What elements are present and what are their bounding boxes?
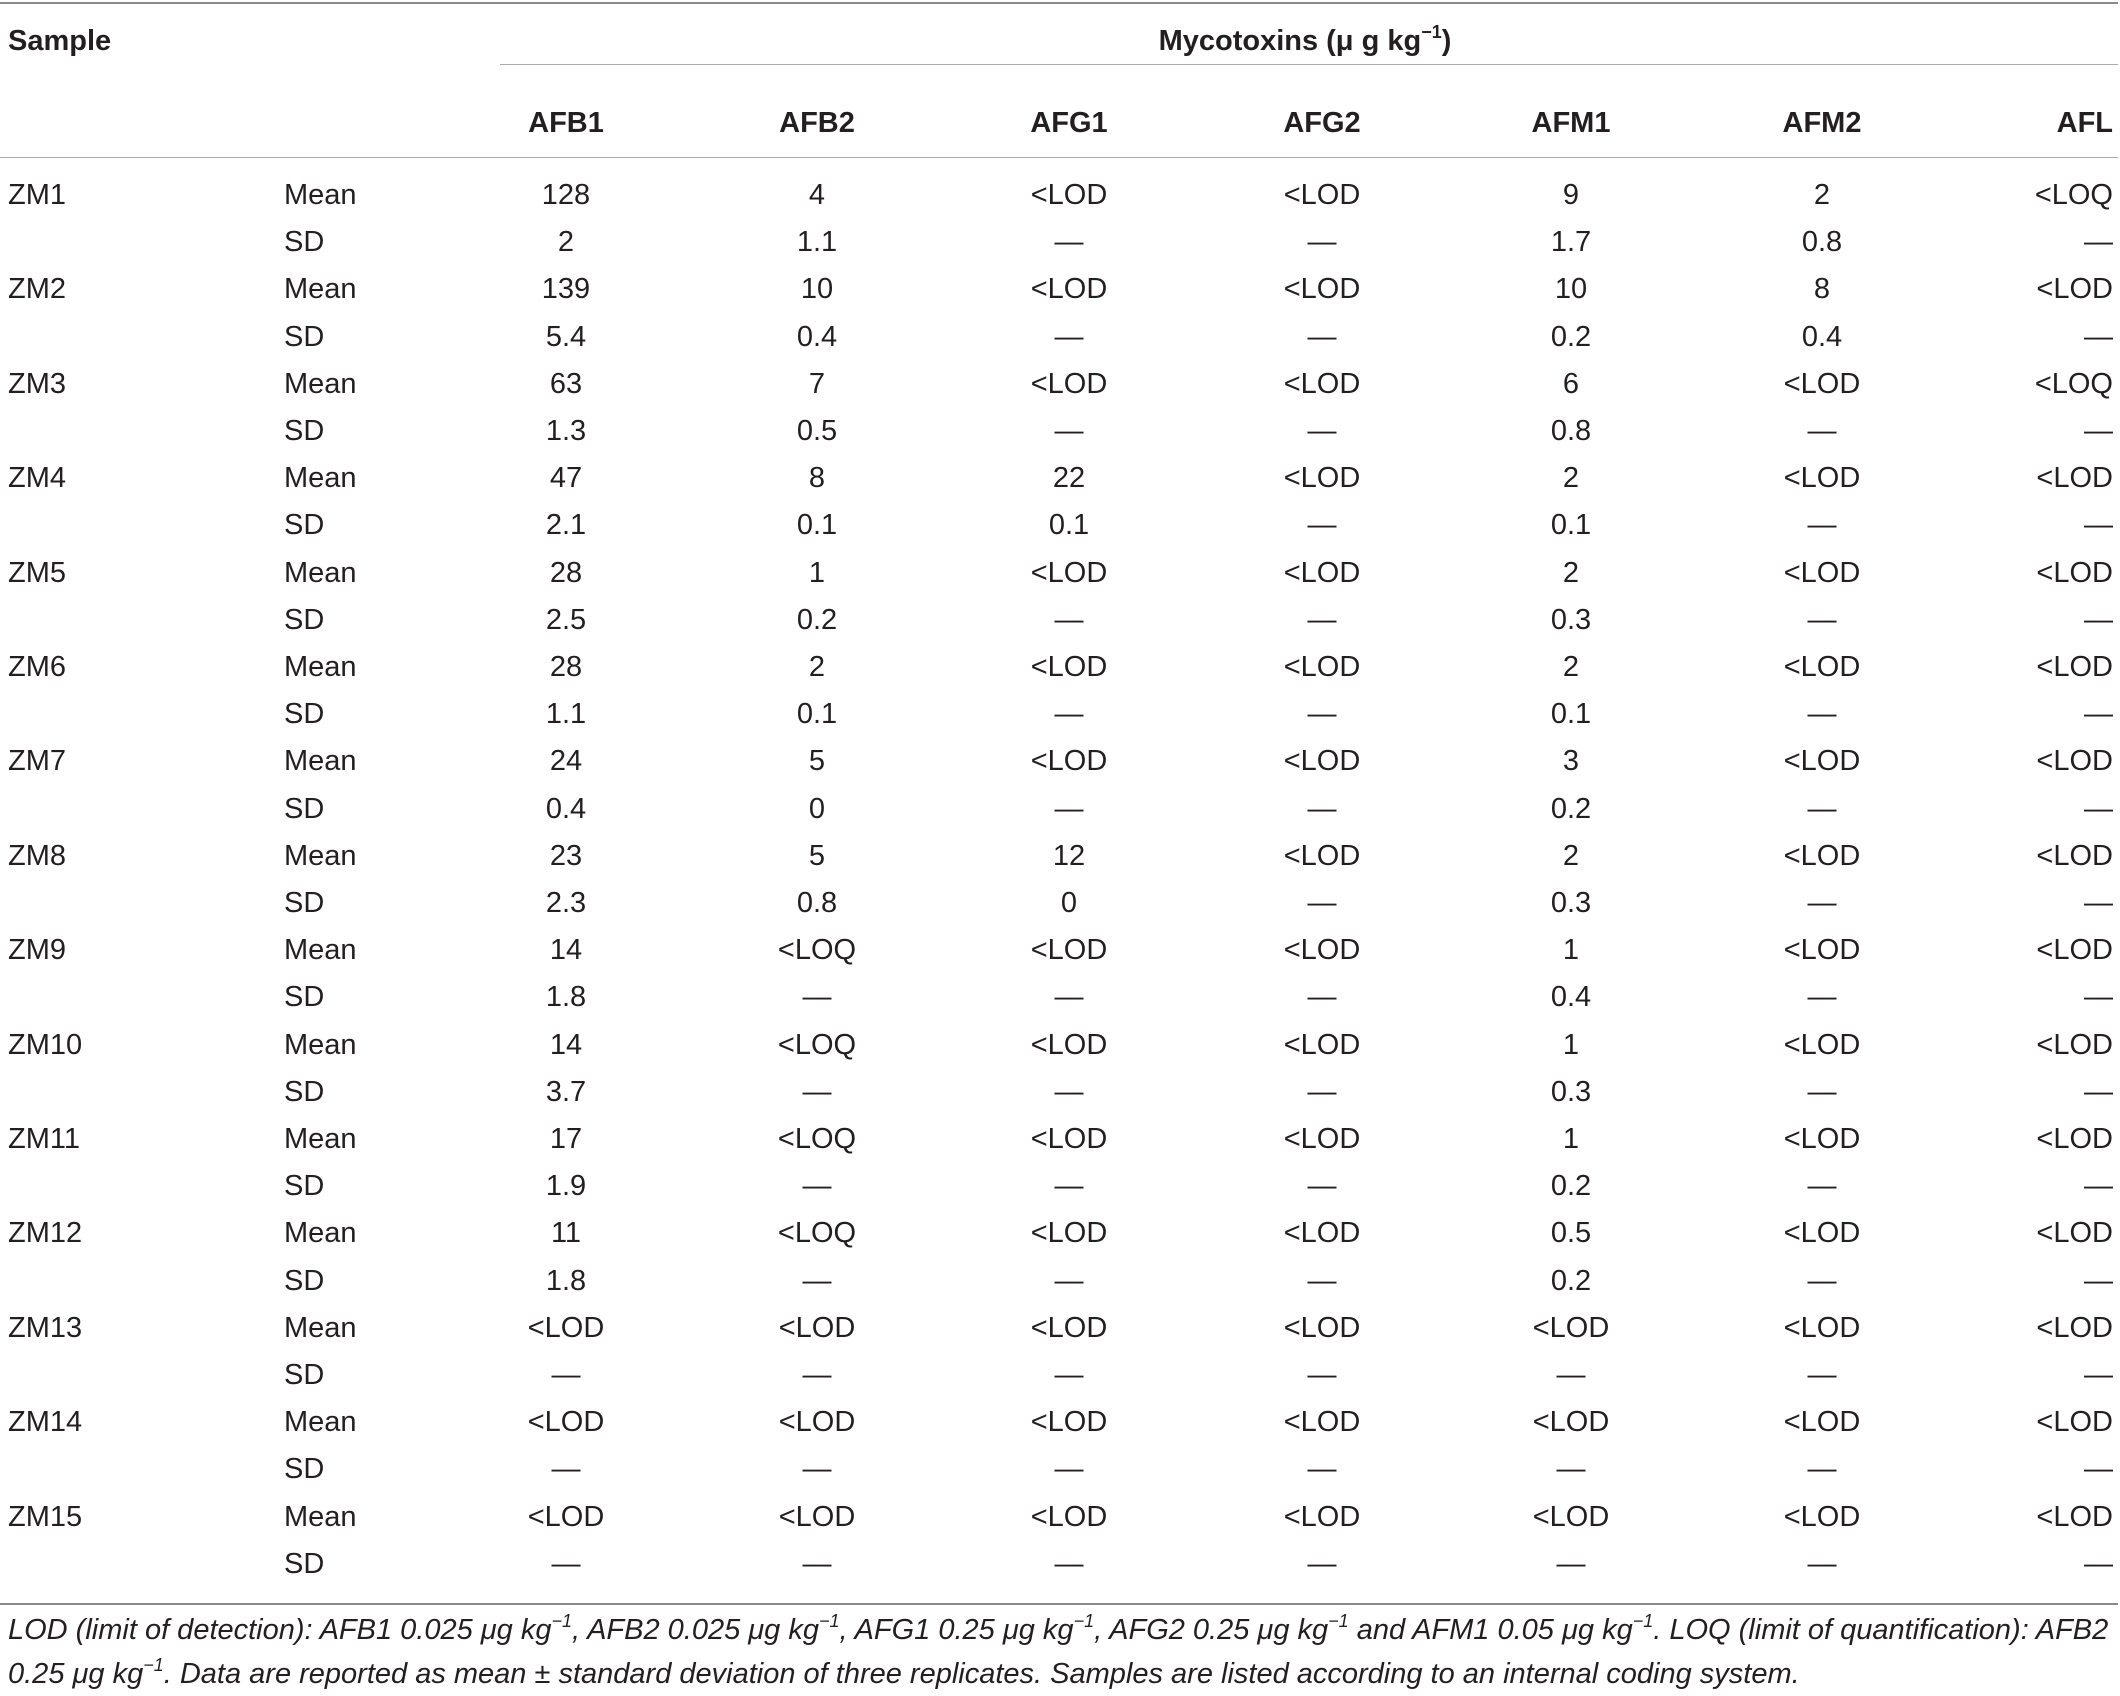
sd-value-cell: 3.7 <box>545 1075 587 1108</box>
mean-value-cell: 3 <box>1562 745 1580 778</box>
mean-value-cell: 5 <box>808 839 826 872</box>
sd-label-cell: SD <box>284 1264 325 1297</box>
mean-label-cell: Mean <box>284 556 357 589</box>
mean-value-cell: 1 <box>1562 1123 1580 1155</box>
mean-value-cell: <LOD <box>1283 1123 1361 1155</box>
footnote-exponent: −1 <box>1328 1611 1349 1631</box>
footnote-exponent: −1 <box>143 1655 164 1675</box>
mean-value-cell: <LOD <box>1030 1406 1108 1439</box>
mean-value-cell: 2 <box>1562 839 1580 872</box>
sd-value-cell: — <box>551 1359 581 1391</box>
sd-value-cell: 0.2 <box>1550 1170 1592 1203</box>
mean-value-cell: <LOD <box>2036 1500 2113 1533</box>
footnote-exponent: −1 <box>1632 1611 1654 1631</box>
mean-value-cell: <LOD <box>1783 745 1861 778</box>
mean-value-cell: 17 <box>549 1123 583 1155</box>
sd-value-cell: — <box>1307 509 1337 542</box>
sd-label-cell: SD <box>284 792 325 825</box>
sd-value-cell: — <box>1307 1359 1337 1391</box>
mean-value-cell: <LOD <box>1030 745 1108 778</box>
mean-value-cell: 1 <box>808 556 826 589</box>
mean-value-cell: <LOD <box>1283 1500 1361 1533</box>
mean-value-cell: 63 <box>549 367 583 400</box>
mean-label-cell: Mean <box>284 745 357 778</box>
sd-value-cell: — <box>1807 887 1837 919</box>
mean-value-cell: 22 <box>1052 462 1086 495</box>
mean-value-cell: 2 <box>808 651 826 683</box>
mean-label-cell: Mean <box>284 367 357 400</box>
sd-value-cell: — <box>1054 981 1084 1014</box>
sd-value-cell: — <box>1307 1170 1337 1203</box>
sd-value-cell: 0.3 <box>1550 603 1592 636</box>
mean-value-cell: <LOD <box>1030 1311 1108 1344</box>
table-bottom-rule <box>0 1603 2118 1605</box>
sample-id-cell: ZM1 <box>8 179 66 211</box>
mean-value-cell: <LOD <box>1783 1123 1861 1155</box>
mean-value-cell: <LOD <box>2036 1028 2113 1061</box>
sd-value-cell: — <box>1307 1264 1337 1297</box>
mean-label-cell: Mean <box>284 934 357 967</box>
sd-value-cell: — <box>1807 1359 1837 1391</box>
footnote-text: . LOQ (limit of quantification): AFB2 0.25 μg kg <box>8 1614 2109 1690</box>
sd-value-cell: — <box>1054 1075 1084 1108</box>
sd-value-cell: — <box>1307 1453 1337 1486</box>
sd-label-cell: SD <box>284 1359 325 1391</box>
sd-value-cell: — <box>2084 1453 2113 1486</box>
mean-value-cell: <LOD <box>1532 1500 1610 1533</box>
sd-value-cell: — <box>1307 415 1337 447</box>
sd-label-cell: SD <box>284 1170 325 1203</box>
mean-label-cell: Mean <box>284 1406 357 1439</box>
mean-value-cell: <LOD <box>2036 1123 2113 1155</box>
sd-value-cell: 5.4 <box>545 320 587 353</box>
sd-value-cell: — <box>802 1075 832 1108</box>
sd-value-cell: — <box>1807 1547 1837 1580</box>
mean-value-cell: <LOQ <box>777 1123 857 1155</box>
mean-value-cell: <LOD <box>2036 1217 2113 1250</box>
mean-value-cell: <LOD <box>1283 651 1361 683</box>
sample-id-cell: ZM8 <box>8 839 66 872</box>
mean-value-cell: 28 <box>549 556 583 589</box>
mean-value-cell: <LOD <box>1283 839 1361 872</box>
sd-value-cell: — <box>1054 1453 1084 1486</box>
mean-value-cell: <LOQ <box>2034 367 2113 400</box>
sd-value-cell: 0.4 <box>1801 320 1843 353</box>
sd-value-cell: — <box>1054 698 1084 731</box>
column-header-afm1: AFM1 <box>1531 107 1611 139</box>
mean-value-cell: 24 <box>549 745 583 778</box>
sd-value-cell: 0.1 <box>1048 509 1090 542</box>
mean-label-cell: Mean <box>284 839 357 872</box>
sample-id-cell: ZM5 <box>8 556 66 589</box>
sd-value-cell: — <box>1054 1359 1084 1391</box>
mean-value-cell: 8 <box>808 462 826 495</box>
mean-value-cell: <LOD <box>1783 556 1861 589</box>
sd-value-cell: — <box>1054 226 1084 259</box>
sd-value-cell: — <box>2084 1075 2113 1108</box>
footnote-text: , AFG2 0.25 μg kg <box>1094 1614 1329 1646</box>
sd-value-cell: — <box>551 1453 581 1486</box>
mean-label-cell: Mean <box>284 1123 357 1155</box>
sd-value-cell: — <box>1556 1453 1586 1486</box>
sd-value-cell: 0.1 <box>796 698 838 731</box>
sd-value-cell: — <box>1807 1264 1837 1297</box>
sd-value-cell: — <box>1054 792 1084 825</box>
footnote-exponent: −1 <box>818 1611 840 1631</box>
mean-value-cell: 128 <box>541 179 591 211</box>
mean-value-cell: <LOD <box>527 1311 605 1344</box>
mean-value-cell: <LOQ <box>777 1217 857 1250</box>
sd-value-cell: 0.2 <box>1550 1264 1592 1297</box>
mean-value-cell: <LOD <box>1030 651 1108 683</box>
sd-label-cell: SD <box>284 698 325 731</box>
sd-value-cell: — <box>802 1453 832 1486</box>
mean-value-cell: <LOD <box>1532 1406 1610 1439</box>
mean-value-cell: <LOD <box>2036 1406 2113 1439</box>
mean-value-cell: 14 <box>549 1028 583 1061</box>
mean-value-cell: <LOD <box>1283 1217 1361 1250</box>
mean-value-cell: <LOD <box>1283 462 1361 495</box>
sd-value-cell: 0.4 <box>796 320 838 353</box>
mean-value-cell: <LOD <box>1283 1406 1361 1439</box>
mean-value-cell: 10 <box>800 273 834 306</box>
sd-value-cell: — <box>1807 509 1837 542</box>
sample-id-cell: ZM12 <box>8 1217 83 1250</box>
sd-value-cell: — <box>1307 1547 1337 1580</box>
header-group-close: ) <box>1441 25 1452 57</box>
sd-value-cell: 0.1 <box>1550 509 1592 542</box>
mean-value-cell: 28 <box>549 651 583 683</box>
sd-value-cell: 0.8 <box>796 887 838 919</box>
sd-value-cell: 0.8 <box>1550 415 1592 447</box>
mean-value-cell: <LOQ <box>777 1028 857 1061</box>
sd-value-cell: 2.5 <box>545 603 587 636</box>
sd-value-cell: — <box>1807 1170 1837 1203</box>
sd-value-cell: — <box>1807 603 1837 636</box>
sd-value-cell: — <box>1556 1359 1586 1391</box>
mean-label-cell: Mean <box>284 1028 357 1061</box>
mean-value-cell: 2 <box>1562 556 1580 589</box>
sd-label-cell: SD <box>284 1453 325 1486</box>
sd-value-cell: — <box>2084 1547 2113 1580</box>
mean-value-cell: 2 <box>1813 179 1831 211</box>
sd-value-cell: 2 <box>557 226 575 259</box>
header-mycotoxins-group <box>1159 24 1452 58</box>
sd-value-cell: 1.8 <box>545 981 587 1014</box>
sd-value-cell: 1.7 <box>1550 226 1592 259</box>
mean-value-cell: <LOD <box>2036 745 2113 778</box>
sd-value-cell: — <box>802 1547 832 1580</box>
sd-value-cell: — <box>802 1170 832 1203</box>
sd-value-cell: — <box>1307 792 1337 825</box>
sd-value-cell: — <box>551 1547 581 1580</box>
mean-value-cell: <LOD <box>1283 273 1361 306</box>
mean-value-cell: <LOD <box>1283 1311 1361 1344</box>
sd-value-cell: — <box>802 1264 832 1297</box>
mean-value-cell: <LOD <box>2036 462 2113 495</box>
sd-value-cell: 0.1 <box>796 509 838 542</box>
mean-value-cell: 2 <box>1562 462 1580 495</box>
sample-id-cell: ZM10 <box>8 1028 83 1061</box>
sd-value-cell: 0 <box>1060 887 1078 919</box>
sd-value-cell: — <box>1054 1170 1084 1203</box>
mean-value-cell: <LOD <box>2036 273 2113 306</box>
footnote-text: and AFM1 0.05 μg kg <box>1348 1614 1633 1646</box>
mean-value-cell: <LOD <box>1283 179 1361 211</box>
sd-value-cell: — <box>1556 1547 1586 1580</box>
header-bottom-rule <box>0 157 2118 158</box>
mean-label-cell: Mean <box>284 1311 357 1344</box>
sd-value-cell: 0.1 <box>1550 698 1592 731</box>
sd-label-cell: SD <box>284 887 325 919</box>
mean-value-cell: 8 <box>1813 273 1831 306</box>
sd-value-cell: 0.2 <box>1550 320 1592 353</box>
mean-value-cell: <LOD <box>2036 651 2113 683</box>
mean-value-cell: 1 <box>1562 1028 1580 1061</box>
sd-value-cell: — <box>2084 1359 2113 1391</box>
sample-id-cell: ZM13 <box>8 1311 83 1344</box>
mean-value-cell: 5 <box>808 745 826 778</box>
mean-label-cell: Mean <box>284 273 357 306</box>
sd-value-cell: — <box>1807 1453 1837 1486</box>
footnote-text: . Data are reported as mean ± standard deviation of three replicates. Samples are listed according to an internal coding system. <box>163 1658 1800 1690</box>
sd-value-cell: 0.3 <box>1550 887 1592 919</box>
mean-value-cell: <LOQ <box>777 934 857 967</box>
sd-label-cell: SD <box>284 1075 325 1108</box>
sd-value-cell: 1.9 <box>545 1170 587 1203</box>
footnote-exponent: −1 <box>551 1611 573 1631</box>
sd-value-cell: — <box>1307 981 1337 1014</box>
footnote-text: , AFG1 0.25 μg kg <box>839 1614 1074 1646</box>
sd-value-cell: — <box>2084 603 2113 636</box>
column-header-afm2: AFM2 <box>1782 107 1862 139</box>
sd-value-cell: — <box>2084 698 2113 731</box>
sd-value-cell: — <box>1054 1264 1084 1297</box>
mean-value-cell: <LOD <box>2036 839 2113 872</box>
sample-id-cell: ZM2 <box>8 273 66 306</box>
sd-label-cell: SD <box>284 981 325 1014</box>
column-header-afg2: AFG2 <box>1283 107 1361 139</box>
mean-value-cell: <LOD <box>1030 1500 1108 1533</box>
sample-id-cell: ZM9 <box>8 934 66 967</box>
footnote-text: , AFB2 0.025 μg kg <box>572 1614 819 1646</box>
group-header-underline <box>500 64 2118 65</box>
sd-label-cell: SD <box>284 1547 325 1580</box>
sd-value-cell: 0.3 <box>1550 1075 1592 1108</box>
sd-value-cell: 0.2 <box>1550 792 1592 825</box>
mean-value-cell: <LOD <box>1030 179 1108 211</box>
mean-value-cell: 6 <box>1562 367 1580 400</box>
mean-value-cell: <LOD <box>2036 934 2113 967</box>
mean-value-cell: <LOD <box>1283 1028 1361 1061</box>
mean-value-cell: 10 <box>1554 273 1588 306</box>
mean-value-cell: <LOD <box>1783 839 1861 872</box>
mean-value-cell: 4 <box>808 179 826 211</box>
sample-id-cell: ZM4 <box>8 462 66 495</box>
sd-label-cell: SD <box>284 226 325 259</box>
sd-value-cell: 0 <box>808 792 826 825</box>
sd-value-cell: 1.1 <box>796 226 838 259</box>
sd-value-cell: — <box>1807 698 1837 731</box>
mean-value-cell: <LOD <box>1783 1500 1861 1533</box>
sd-value-cell: 0.4 <box>545 792 587 825</box>
sd-value-cell: — <box>802 1359 832 1391</box>
mean-value-cell: <LOD <box>1030 1217 1108 1250</box>
sd-value-cell: — <box>1307 887 1337 919</box>
sd-value-cell: 1.1 <box>545 698 587 731</box>
sd-value-cell: — <box>2084 415 2113 447</box>
mean-value-cell: 23 <box>549 839 583 872</box>
sd-value-cell: — <box>2084 887 2113 919</box>
mean-value-cell: <LOD <box>527 1500 605 1533</box>
sd-value-cell: 0.4 <box>1550 981 1592 1014</box>
sd-value-cell: 2.1 <box>545 509 587 542</box>
sample-id-cell: ZM3 <box>8 367 66 400</box>
mean-value-cell: <LOD <box>1283 556 1361 589</box>
sd-value-cell: — <box>1054 603 1084 636</box>
sd-value-cell: — <box>1307 603 1337 636</box>
mean-value-cell: <LOD <box>1532 1311 1610 1344</box>
header-group-exponent: −1 <box>1421 22 1442 42</box>
sd-value-cell: — <box>1807 792 1837 825</box>
sample-id-cell: ZM14 <box>8 1406 83 1439</box>
sd-value-cell: — <box>1307 698 1337 731</box>
column-header-afb1: AFB1 <box>528 107 604 139</box>
sd-label-cell: SD <box>284 415 325 447</box>
mean-label-cell: Mean <box>284 1500 357 1533</box>
column-header-afb2: AFB2 <box>779 107 855 139</box>
mean-label-cell: Mean <box>284 1217 357 1250</box>
mean-value-cell: <LOD <box>1030 367 1108 400</box>
mean-value-cell: <LOD <box>2036 556 2113 589</box>
sd-value-cell: — <box>1807 981 1837 1014</box>
mean-value-cell: 1 <box>1562 934 1580 967</box>
sd-value-cell: — <box>1054 320 1084 353</box>
mean-value-cell: 14 <box>549 934 583 967</box>
sd-value-cell: 2.3 <box>545 887 587 919</box>
mean-value-cell: <LOD <box>778 1311 856 1344</box>
mean-value-cell: <LOD <box>1283 367 1361 400</box>
sd-value-cell: — <box>802 981 832 1014</box>
sd-value-cell: — <box>1307 226 1337 259</box>
mean-label-cell: Mean <box>284 651 357 683</box>
mean-value-cell: <LOD <box>1783 1311 1861 1344</box>
mean-value-cell: <LOD <box>778 1406 856 1439</box>
mean-value-cell: <LOQ <box>2034 179 2113 211</box>
mean-value-cell: 47 <box>549 462 583 495</box>
sd-value-cell: — <box>2084 981 2113 1014</box>
sd-value-cell: 1.3 <box>545 415 587 447</box>
sd-value-cell: — <box>2084 509 2113 542</box>
mean-value-cell: <LOD <box>527 1406 605 1439</box>
sd-value-cell: — <box>1807 415 1837 447</box>
mean-value-cell: 7 <box>808 367 826 400</box>
sample-id-cell: ZM11 <box>8 1123 80 1155</box>
footnote-text: LOD (limit of detection): AFB1 0.025 μg kg <box>8 1614 552 1646</box>
sd-value-cell: — <box>1054 1547 1084 1580</box>
sd-value-cell: 0.2 <box>796 603 838 636</box>
sd-label-cell: SD <box>284 603 325 636</box>
mean-value-cell: <LOD <box>1783 1028 1861 1061</box>
mean-value-cell: <LOD <box>1030 556 1108 589</box>
mean-value-cell: 2 <box>1562 651 1580 683</box>
mean-value-cell: <LOD <box>2036 1311 2113 1344</box>
sd-value-cell: — <box>1807 1075 1837 1108</box>
column-header-afl: AFL <box>2056 107 2113 139</box>
mean-label-cell: Mean <box>284 462 357 495</box>
mean-value-cell: <LOD <box>1030 1028 1108 1061</box>
mean-value-cell: <LOD <box>1783 1217 1861 1250</box>
header-sample: Sample <box>8 25 112 57</box>
table-top-rule <box>0 2 2118 4</box>
sd-value-cell: 0.8 <box>1801 226 1843 259</box>
column-header-afg1: AFG1 <box>1030 107 1108 139</box>
mean-value-cell: <LOD <box>1283 745 1361 778</box>
sample-id-cell: ZM15 <box>8 1500 83 1533</box>
mean-value-cell: <LOD <box>1783 651 1861 683</box>
mean-value-cell: 139 <box>541 273 591 306</box>
sd-value-cell: — <box>2084 226 2113 259</box>
sample-id-cell: ZM7 <box>8 745 66 778</box>
mean-value-cell: <LOD <box>1030 273 1108 306</box>
sd-value-cell: — <box>2084 1264 2113 1297</box>
mean-value-cell: <LOD <box>1283 934 1361 967</box>
sd-label-cell: SD <box>284 320 325 353</box>
sd-value-cell: — <box>1307 320 1337 353</box>
mean-value-cell: <LOD <box>1783 1406 1861 1439</box>
mean-value-cell: <LOD <box>1783 462 1861 495</box>
mean-value-cell: <LOD <box>1030 934 1108 967</box>
sd-label-cell: SD <box>284 509 325 542</box>
mean-label-cell: Mean <box>284 179 357 211</box>
mean-value-cell: 9 <box>1562 179 1580 211</box>
sd-value-cell: — <box>2084 792 2113 825</box>
table-footnote <box>8 1608 2113 1696</box>
mean-value-cell: <LOD <box>1783 934 1861 967</box>
mean-value-cell: 11 <box>550 1217 582 1250</box>
sd-value-cell: — <box>1054 415 1084 447</box>
footnote-exponent: −1 <box>1073 1611 1095 1631</box>
sd-value-cell: — <box>2084 1170 2113 1203</box>
sd-value-cell: — <box>2084 320 2113 353</box>
sample-id-cell: ZM6 <box>8 651 66 683</box>
mean-value-cell: <LOD <box>778 1500 856 1533</box>
sd-value-cell: 1.8 <box>545 1264 587 1297</box>
mean-value-cell: <LOD <box>1030 1123 1108 1155</box>
mean-value-cell: 12 <box>1052 839 1086 872</box>
sd-value-cell: — <box>1307 1075 1337 1108</box>
sd-value-cell: 0.5 <box>796 415 838 447</box>
header-group-title: Mycotoxins (μ g kg <box>1158 25 1422 57</box>
mean-value-cell: <LOD <box>1783 367 1861 400</box>
mean-value-cell: 0.5 <box>1550 1217 1592 1250</box>
